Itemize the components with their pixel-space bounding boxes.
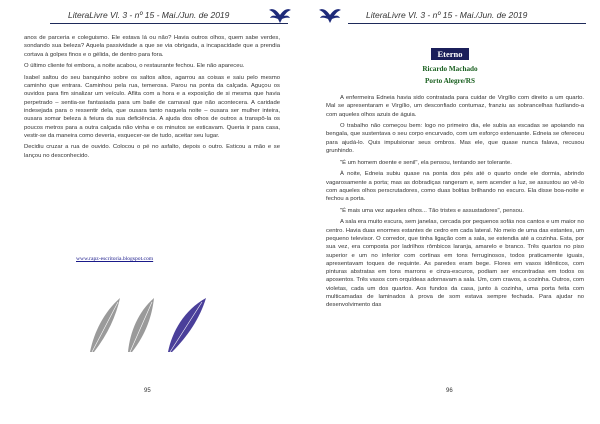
header-rule	[50, 23, 288, 24]
bird-logo-icon	[318, 5, 342, 25]
paragraph: A sala era muito escura, sem janelas, cercada por pequenos sofás nos cantos e um maior no centro. Havia duas enormes estantes de cedro em cada lateral. No meio de uma das estantes, um pequeno televisor. O corredor, que tinha ligação com a sala, se estendia até a cozinha. Esta, por sua vez, era composta por ladrilhos rômbicos laranja, amarelo e branco. Três quartos no piso superior e um no inferior com cortinas em tons ferruginosos, todos praticamente iguais, apresentavam toques de requinte. As paredes eram bege. Flores em vasos idênticos, com pinturas abstratas em tons marrons e cinza-escuros, podiam ser encontradas em todos os aposentos. Três vasos com orquídeas adornavam a sala. Um, com cravos, a cozinha. Outros, com violetas, cada um dos quartos. Aos fundos da casa, junto à cozinha, uma porta feita com multicamadas de laminados à prova de som estava sempre fechada. Para ajudar no desenvolvimento das	[326, 219, 584, 309]
page-header	[6, 4, 296, 26]
blog-link[interactable]: www.rapz-escritoria.blogspot.com	[76, 256, 154, 262]
right-page	[300, 0, 600, 424]
paragraph: À noite, Edneia subiu quase na ponta dos pés até o quarto onde ele dormia, abrindo vagarosamente a porta; mas as dobradiças rangeram e, sem acender a luz, se assustou ao vê-lo com aqueles olhos perscrutadores, como duas bolitas brilhando no escuro. Ela disse boa-noite e fechou a porta.	[326, 171, 584, 203]
paragraph: O trabalho não começou bem: logo no primeiro dia, ele subia as escadas se apoiando na bengala, que sustentava o seu corpo encurvado, com um esforço extenuante. Edneia se ofereceu para ajudá-lo. Quis impulsionar seus ombros. Mas ele, que quase nunca falava, recusou grunhindo.	[326, 123, 584, 155]
story-title: Eterno	[431, 48, 468, 60]
paragraph: "É mais uma vez aqueles olhos... Tão tristes e assustadores", pensou.	[340, 207, 524, 214]
author-name: Ricardo Machado	[422, 65, 478, 73]
paragraph: O último cliente foi embora, a noite acabou, o restaurante fechou. Ele não apareceu.	[24, 63, 245, 70]
right-body-text	[326, 94, 584, 313]
header-rule	[348, 23, 586, 24]
paragraph: Decidiu cruzar a rua de ouvido. Colocou o pé no asfalto, depois o outro. Esticou a mão e se lançou no desconhecido.	[24, 144, 280, 159]
left-body-text	[24, 34, 280, 163]
page-number: 96	[446, 388, 453, 394]
page-header	[304, 4, 594, 26]
paragraph: "É um homem doente e senil", ela pensou, tentando ser tolerante.	[340, 159, 512, 166]
story-title-block	[410, 44, 490, 86]
bird-logo-icon	[268, 5, 292, 25]
page-number: 95	[144, 388, 151, 394]
header-text: LiteraLivre Vl. 3 - nº 15 - Mai./Jun. de 2019	[68, 10, 230, 20]
header-text: LiteraLivre Vl. 3 - nº 15 - Mai./Jun. de 2019	[366, 10, 528, 20]
paragraph: anos de parceria e coleguismo. Ele estava lá ou não? Havia outros olhos, quem sabe verdes, sondando sua beleza? Aquela passividade a que se via obrigada, a incapacidade que a prendia cortava à golpes finos e o gélida, de dentro para fora.	[24, 35, 280, 58]
paragraph: A enfermeira Edneia havia sido contratada para cuidar de Virgílio com direito a um quarto. Mal se apresentaram e Virgílio, um desconfiado contumaz, franziu as sobrancelhas fuzilando-a com aqueles olhos azuis de águia.	[326, 95, 584, 118]
paragraph: Isabel saltou do seu banquinho sobre os saltos altos, agarrou as coisas e saiu pelo mesmo caminho que entrara. Caminhou pela rua, temerosa. Parou na ponta da calçada. Aguçou os ouvidos para fim sinalizar um veículo. Aflita com a hora e a exposição de si mesma que havia perpetrado – sentia-se fantasiada para um baile de carnaval que não acontecera. A caridade indesejada para o ressentir dela, que ousara tanto naquela noite – ousara ser mulher inteira, ousara somar beleza à feiura da sua deficiência. A ajuda dos olhos de outros a transpô-la os poucos metros para a outra calçada não vinha e os minutos se esticavam. Queria ir para casa, vestir-se da maneira como deveria, esquecer-se de tudo, aceitar seu lugar.	[24, 74, 280, 139]
author-city: Porto Alegre/RS	[425, 77, 475, 85]
three-feathers-icon	[86, 296, 210, 354]
